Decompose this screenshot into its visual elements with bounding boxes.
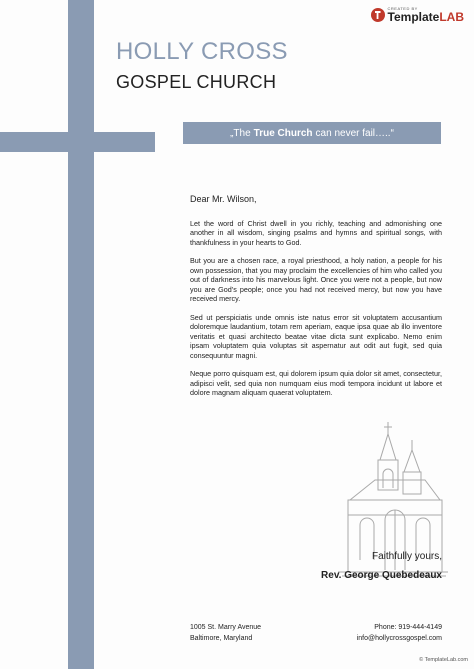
templatelab-icon bbox=[371, 8, 385, 22]
tagline-open: „The bbox=[230, 127, 251, 139]
footer-email[interactable]: info@hollycrossgospel.com bbox=[356, 635, 442, 642]
brand-name bbox=[388, 11, 464, 23]
paragraph-2: But you are a chosen race, a royal priesthood, a holy nation, a people for his own possession, that you may proclaim the excellencies of him who called you out of darkness into his marvelous light. Once you were not a people, but now you are God’s people; once you had not received mercy, but now you have received mercy. bbox=[190, 256, 442, 303]
watermark: © TemplateLab.com bbox=[419, 657, 468, 663]
paragraph-1: Let the word of Christ dwell in you richly, teaching and admonishing one another in all wisdom, singing psalms and hymns and spiritual songs, with thankfulness in your hearts to God. bbox=[190, 218, 442, 247]
tagline-bold: True Church bbox=[253, 127, 313, 139]
paragraph-3: Sed ut perspiciatis unde omnis iste natus error sit voluptatem accusantium doloremque laudantium, totam rem aperiam, eaque ipsa quae ab illo inventore veritatis et quasi architecto beatae vitae dicta sunt explicabo. Nemo enim ipsam voluptatem quia voluptas sit aspernatur aut odit aut fugit, sed quia consequuntur magni. bbox=[190, 312, 442, 360]
address-line-1: 1005 St. Marry Avenue bbox=[190, 624, 262, 631]
footer-contact bbox=[300, 622, 442, 644]
brand-small-text: CREATED BY bbox=[387, 6, 418, 11]
footer-phone: Phone: 919-444-4149 bbox=[374, 624, 442, 631]
footer-address bbox=[190, 622, 261, 644]
templatelab-logo bbox=[371, 7, 464, 23]
brand-text bbox=[388, 7, 464, 23]
brand-name-part2: LAB bbox=[439, 10, 464, 24]
brand-name-part1: Template bbox=[387, 10, 440, 24]
church-subtitle: GOSPEL CHURCH bbox=[116, 72, 277, 92]
closing: Faithfully yours, bbox=[371, 551, 442, 562]
salutation: Dear Mr. Wilson, bbox=[190, 194, 257, 204]
paragraph-4: Neque porro quisquam est, qui dolorem ipsum quia dolor sit amet, consectetur, adipisci velit, sed quia non numquam eius modi tempora incidunt ut labore et dolore magnam aliquam quaerat voluptatem. bbox=[190, 369, 442, 397]
tagline-bar bbox=[183, 122, 441, 144]
signer-name: Rev. George Quebedeaux bbox=[321, 570, 442, 581]
church-name: HOLLY CROSS bbox=[116, 38, 288, 65]
address-line-2: Baltimore, Maryland bbox=[190, 635, 253, 642]
letter-body bbox=[190, 195, 442, 407]
cross-horizontal-bar bbox=[0, 132, 155, 152]
tagline-close: can never fail…..“ bbox=[315, 127, 394, 139]
cross-vertical-bar bbox=[68, 0, 94, 669]
